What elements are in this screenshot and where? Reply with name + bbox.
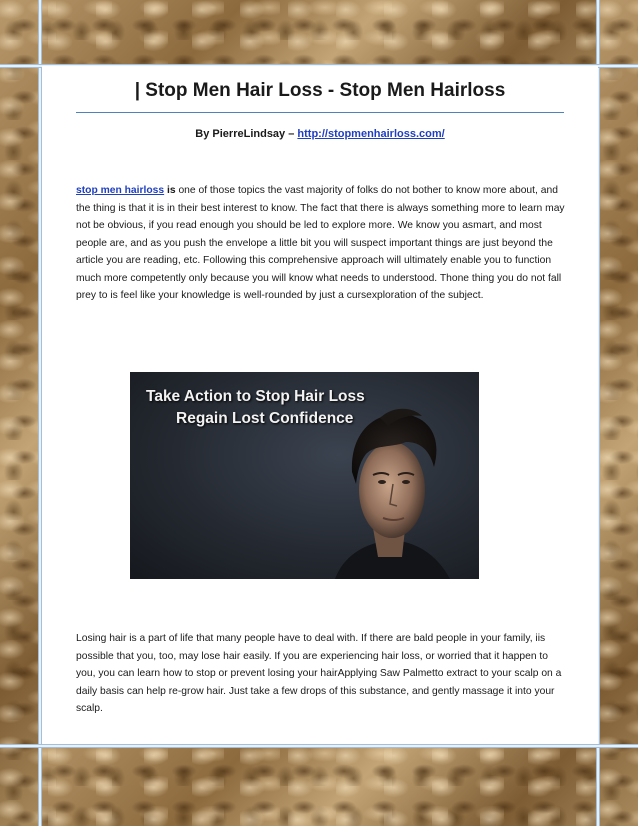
byline [42, 128, 598, 140]
paper-border-left [0, 0, 40, 826]
byline-link[interactable]: http://stopmenhairloss.com/ [297, 128, 445, 140]
frame-line-bottom [0, 744, 638, 748]
promo-headline: Take Action to Stop Hair Loss [146, 388, 365, 405]
paper-border-right [598, 0, 638, 826]
promo-image [130, 372, 479, 579]
intro-paragraph-text: one of those topics the vast majority of folks do not bother to know more about, and the thing is that it is in their best interest to know. The fact that there is always something more to learn may not be obvious, if you read enough you should be led to explore more. We know you asmart, and most people are, and as you push the envelope a little bit you will suspect important things are just beyond the article you are reading, etc. Following this comprehensive approach will ultimately enable you to function much more competently only because you will know what needs to understood. Thone thing you do not fall prey to is feel like your knowledge is well-rounded by just a cursexploration of the subject. [76, 185, 565, 301]
paper-border-top [0, 0, 638, 68]
page-title: | Stop Men Hair Loss - Stop Men Hairloss [134, 80, 506, 101]
keyword-link[interactable]: stop men hairloss [76, 185, 165, 196]
paper-border-bottom [0, 746, 638, 826]
intro-paragraph [76, 182, 566, 305]
promo-subheadline: Regain Lost Confidence [176, 410, 354, 427]
body-paragraph: Losing hair is a part of life that many people have to deal with. If there are bald people in your family, iis possible that you, too, may lose hair easily. If you are experiencing hair loss, or worried that it happen to you, you can learn how to stop or prevent losing your hairApplying Saw Palmetto extract to your scalp on a daily basis can help re-grow hair. Just take a few drops of this substance, and gently massage it into your scalp. [76, 633, 562, 714]
byline-author: By PierreLindsay – [195, 128, 298, 140]
document-page [42, 66, 598, 744]
keyword-is: is [164, 185, 176, 196]
title-underline [76, 112, 564, 113]
